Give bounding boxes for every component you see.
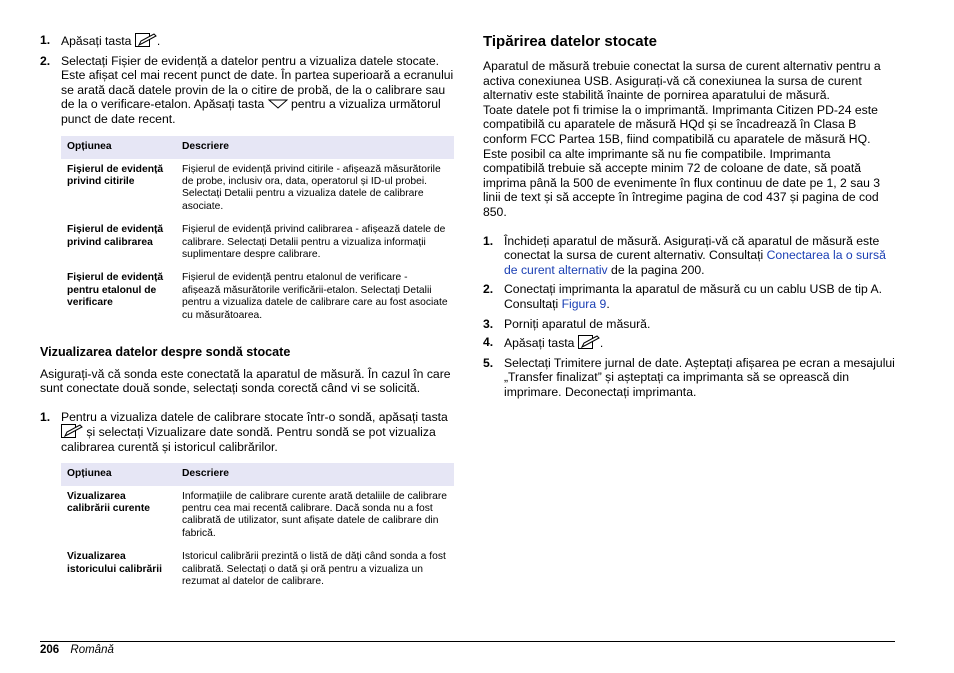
table-cell-description: Informațiile de calibrare curente arată detaliile de calibrare pentru cea mai recentă calibrare. Dacă sonda nu a fost calibrată de utilizator, sunt afișate datele de calibrare din fabrică. [182,490,447,539]
table-header-row [61,136,454,159]
table-cell-description: Fișierul de evidență pentru etalonul de verificare - afișează măsurătorile verificării-etalon. Selectați Detalii pentru a vizualiza datele de calibrare care au fost asociate cu măsurătoarea. [182,272,448,321]
table-cell-option: Vizualizarea calibrării curente [67,490,150,514]
printing-paragraph-printer: Toate datele pot fi trimise la o imprimantă. Imprimanta Citizen PD-24 este compatibilă cu aparatele de măsură HQd și se încadrează în Clasa B conform FCC Partea 15B, fiind compatibilă cu aparatele de măsură HQ. Este posibil ca alte imprimante să nu fie compatibile. Imprimanta compatibilă trebuie să accepte minim 72 de coloane de date, să poată imprima până la 500 de evenimente în flux continuu de date pe 1, 2 sau 3 linii de text și să accepte în întregime pagina de cod 437 și pagina de cod 850. [483,102,881,219]
table-row [61,486,454,547]
options-table-probe [61,463,454,595]
table-row [61,546,454,594]
down-arrow-key-icon [268,99,288,109]
step-select-log [40,54,454,127]
step-text: Închideți aparatul de măsură. Asigurați-vă că aparatul de măsură este conectat la sursa de curent alternativ. Consultați [504,233,880,263]
options-table-logs [61,136,454,328]
step-view-probe-data [40,410,454,455]
step-number: 2. [40,53,51,68]
table-cell-description: Fișierul de evidență privind citirile - afișează măsurătorile de probe, inclusiv ora, data, operatorul și ID-ul probei. Selectați Detalii pentru a vizualiza datele de calibrare asociate. [182,163,441,212]
step-number: 4. [483,335,494,350]
table-header-description: Descriere [176,136,454,159]
step-text: Apăsați tasta [61,34,132,48]
step-press-key [483,335,895,351]
step-text-end: pentru a vizualiza următorul punct de date recent. [61,97,441,126]
step-number: 2. [483,282,494,297]
probe-intro-paragraph: Asigurați-vă că sonda este conectată la aparatul de măsură. În cazul în care sunt conectate două sonde, selectați sonda corectă când vi se solicită. [40,366,451,396]
section-heading-printing: Tipărirea datelor stocate [483,33,657,50]
step-press-key [40,33,454,49]
left-column [40,32,454,594]
step-number: 1. [40,409,51,424]
pencil-key-icon [135,33,157,47]
pencil-key-icon [61,424,83,438]
footer-divider [40,641,895,642]
table-row [61,267,454,328]
table-header-option: Opțiunea [61,463,176,486]
table-cell-option: Fișierul de evidență pentru etalonul de verificare [67,272,164,309]
figure-link[interactable]: Figura 9 [561,296,607,311]
table-header-description: Descriere [176,463,454,486]
page-number: 206 [40,644,60,656]
step-number: 3. [483,316,494,331]
step-text: Apăsați tasta [504,336,575,351]
step-text: Porniți aparatul de măsură. [504,316,651,331]
table-row [61,159,454,220]
footer-language: Română [70,644,114,656]
table-cell-description: Istoricul calibrării prezintă o listă de dăți când sonda a fost calibrată. Selectați o dată și oră pentru a vizualiza un rezumat al datelor de calibrare. [182,551,446,588]
step-text-end: . [156,34,161,48]
step-text: Selectați Trimitere jurnal de date. Așteptați afișarea pe ecran a mesajului „Transfer finalizat” și așteptați ca imprimanta să se oprească din imprimare. Deconectați imprimanta. [504,355,895,399]
table-cell-option: Vizualizarea istoricului calibrării [67,551,162,575]
page-footer [40,643,114,657]
step-number: 1. [483,233,494,248]
step-connect-printer [483,282,895,311]
table-header-option: Opțiunea [61,136,176,159]
section-heading-probe-data: Vizualizarea datelor despre sondă stocate [40,345,291,360]
table-cell-description: Fișierul de evidență privind calibrarea - afișează datele de calibrare. Selectați Detalii pentru a vizualiza informații suplimentare despre calibrare. [182,224,446,260]
step-send-log [483,356,895,400]
step-number: 5. [483,355,494,370]
printing-paragraph-power: Aparatul de măsură trebuie conectat la sursa de curent alternativ pentru a activa conexiunea USB. Asigurați-vă că conexiunea la sursa de curent alternativ este stabilită înainte de pornirea aparatului de măsură. [483,59,881,103]
step-power-off [483,234,895,278]
step-text: Pentru a vizualiza datele de calibrare stocate într-o sondă, apăsați tasta [61,409,448,424]
step-text-end: și selectați Vizualizare date sondă. Pentru sondă se pot vizualiza calibrarea curentă și istoricul calibrărilor. [61,425,436,454]
table-cell-option: Fișierul de evidență privind citirile [67,163,164,187]
table-header-row [61,463,454,486]
step-text-end: . [599,336,604,351]
right-column [483,32,895,399]
step-power-on [483,317,895,332]
step-text-end: de la pagina 200. [611,262,705,277]
ac-power-link[interactable]: Conectarea la o sursă de curent alternativ [504,248,886,277]
step-number: 1. [40,33,51,47]
step-text: Conectați imprimanta la aparatul de măsură cu un cablu USB de tip A. Consultați [504,282,883,311]
step-text-end: . [606,296,610,311]
table-cell-option: Fișierul de evidență privind calibrarea [67,224,164,248]
step-text: Selectați Fișier de evidență a datelor pentru a vizualiza datele stocate. Este afișat cel mai recent punct de date. În partea superioară a ecranului se arată dacă datele provin de la o citire de probă, de la o calibrare sau de la o verificare-etalon. Apăsați tasta [61,53,454,112]
table-row [61,219,454,267]
pencil-key-icon [578,335,600,349]
